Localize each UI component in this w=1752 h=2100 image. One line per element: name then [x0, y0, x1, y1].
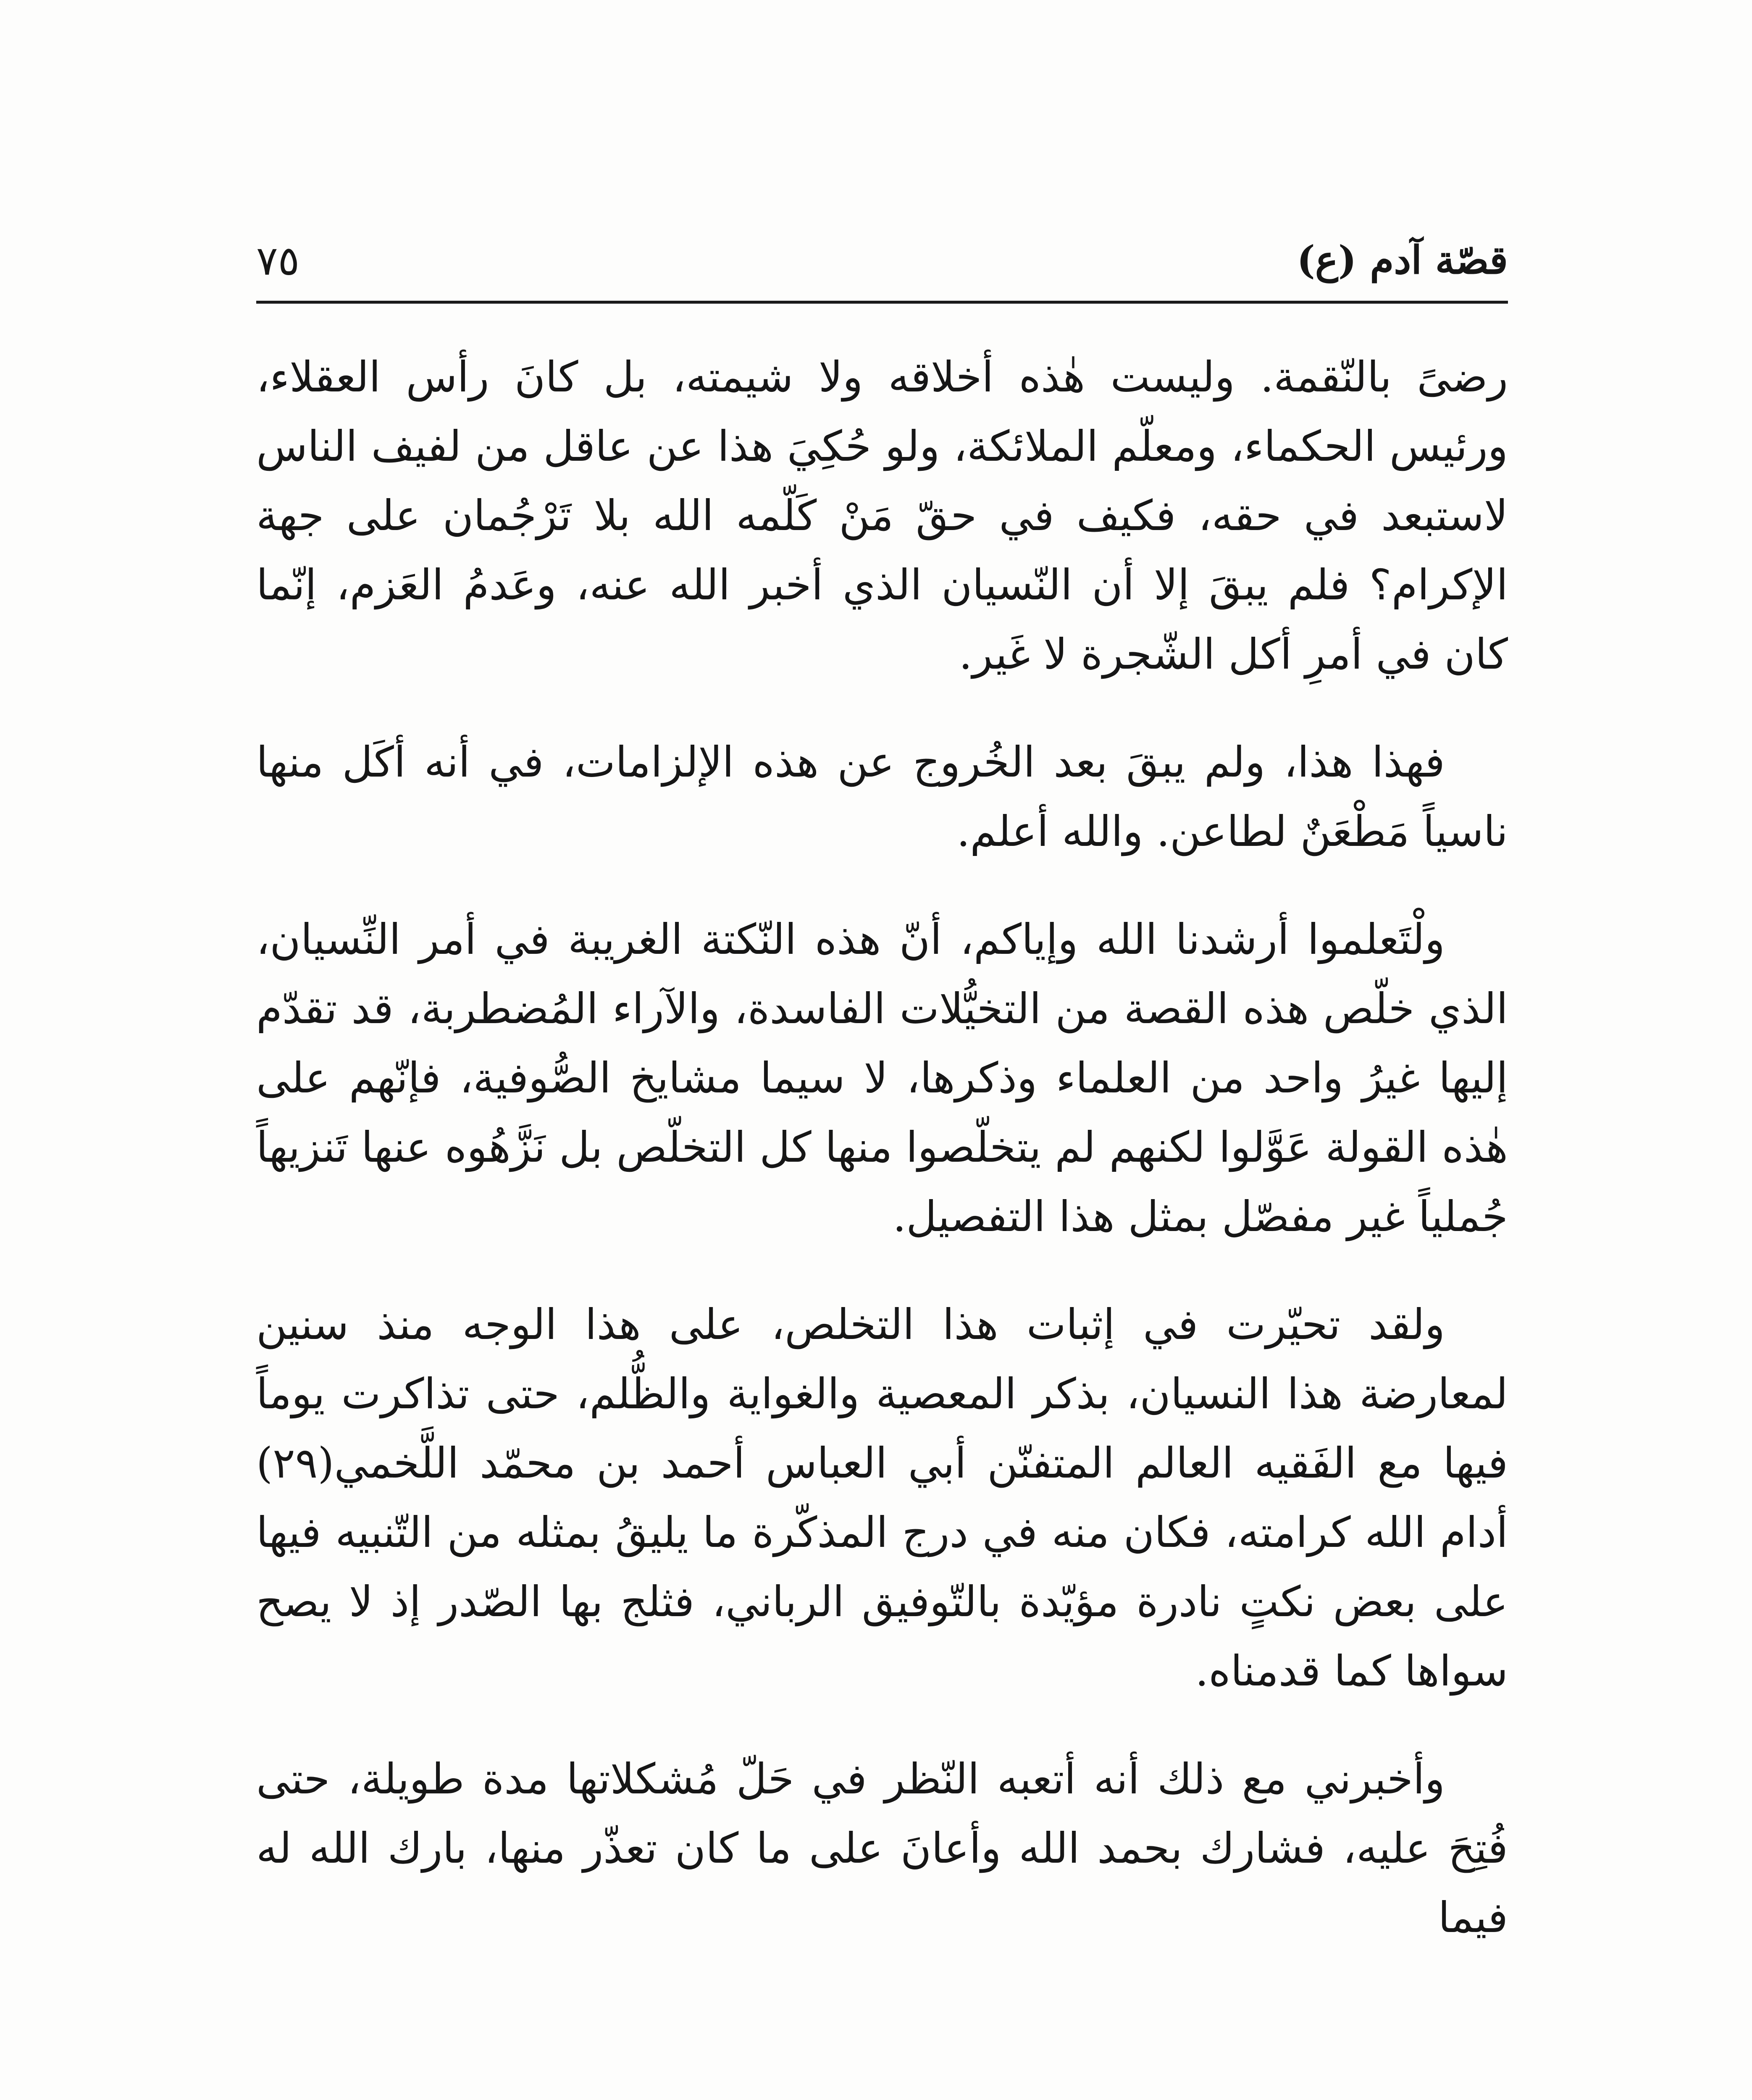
paragraph: رضىً بالنّقمة. وليست هٰذه أخلاقه ولا شيمته، بل كانَ رأس العقلاء، ورئيس الحكماء، ومعلّم الملائكة، ولو حُكِيَ هذا عن عاقل من لفيف الناس لاستبعد في حقه، فكيف في حقّ مَنْ كَلّمه الله بلا تَرْجُمان على جهة الإكرام؟ فلم يبقَ إلا أن النّسيان الذي أخبر الله عنه، وعَدمُ العَزم، إنّما كان في أمرِ أكل الشّجرة لا غَير.: [256, 352, 1508, 679]
page-number: ٧٥: [256, 237, 300, 284]
main-text: [256, 342, 1508, 1952]
paragraph: وأخبرني مع ذلك أنه أتعبه النّظر في حَلّ مُشكلاتها مدة طويلة، حتى فُتِحَ عليه، فشارك بحمد الله وأعانَ على ما كان تعذّر منها، بارك الله له فيما: [256, 1754, 1508, 1942]
header-rule: [256, 301, 1508, 304]
paragraph: فهذا هذا، ولم يبقَ بعد الخُروج عن هذه الإلزامات، في أنه أكَل منها ناسياً مَطْعَنٌ لطاعن. والله أعلم.: [256, 738, 1508, 856]
running-header: [256, 229, 1508, 304]
chapter-title: قصّة آدم (ع): [1297, 237, 1508, 283]
paragraph: ولْتَعلموا أرشدنا الله وإياكم، أنّ هذه النّكتة الغريبة في أمر النِّسيان، الذي خلّص هذه القصة من التخيُّلات الفاسدة، والآراء المُضطربة، قد تقدّم إليها غيرُ واحد من العلماء وذكرها، لا سيما مشايخ الصُّوفية، فإنّهم على هٰذه القولة عَوَّلوا لكنهم لم يتخلّصوا منها كل التخلّص بل نَزَّهُوه عنها تَنزيهاً جُملياً غير مفصّل بمثل هذا التفصيل.: [256, 915, 1508, 1241]
paragraph: ولقد تحيّرت في إثبات هذا التخلص، على هذا الوجه منذ سنين لمعارضة هذا النسيان، بذكر المعصية والغواية والظُّلم، حتى تذاكرت يوماً فيها مع الفَقيه العالم المتفنّن أبي العباس أحمد بن محمّد اللَّخمي(٢٩) أدام الله كرامته، فكان منه في درج المذكّرة ما يليقُ بمثله من التّنبيه فيها على بعض نكتٍ نادرة مؤيّدة بالتّوفيق الرباني، فثلج بها الصّدر إذ لا يصح سواها كما قدمناه.: [256, 1300, 1508, 1696]
